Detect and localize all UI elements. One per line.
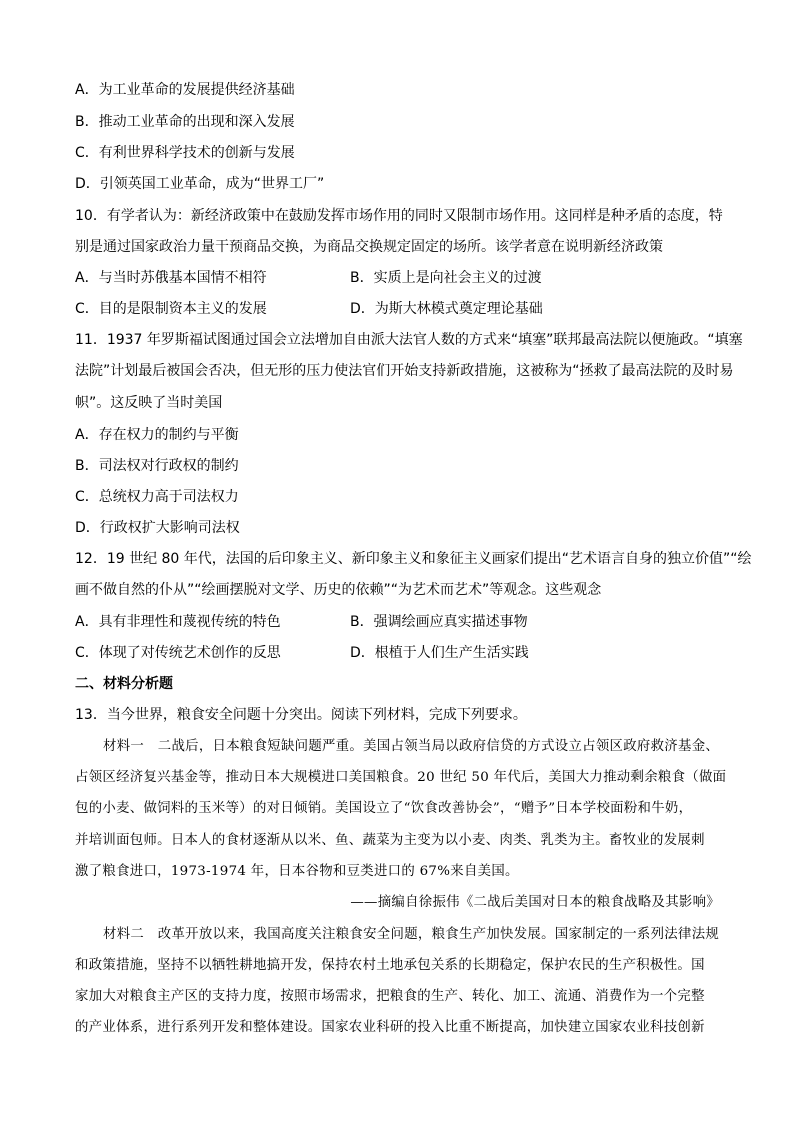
q10-stem-line: 10．有学者认为：新经济政策中在鼓励发挥市场作用的同时又限制市场作用。这同样是种矛盾的态度，特	[75, 208, 723, 224]
q10-option-d: D．为斯大林模式奠定理论基础	[350, 301, 543, 317]
q10-option-a: A．与当时苏俄基本国情不相符	[75, 270, 267, 286]
material1-line: 激了粮食进口，1973-1974 年，日本谷物和豆类进口的 67%来自美国。	[75, 864, 519, 879]
q9-option-b: B．推动工业革命的出现和深入发展	[75, 114, 295, 130]
section-heading: 二、材料分析题	[75, 676, 173, 692]
material1-source: ——摘编自徐振伟《二战后美国对日本的粮食战略及其影响》	[350, 895, 720, 910]
q11-option-b: B．司法权对行政权的制约	[75, 458, 239, 474]
q11-stem-line: 法院”计划最后被国会否决，但无形的压力使法官们开始支持新政措施，这被称为“拯救了最高法院的及时易	[75, 363, 734, 379]
q9-option-c: C．有利世界科学技术的创新与发展	[75, 145, 295, 161]
q12-option-a: A．具有非理性和蔑视传统的特色	[75, 614, 281, 630]
q12-option-c: C．体现了对传统艺术创作的反思	[75, 645, 281, 661]
q11-stem-line: 帜”。这反映了当时美国	[75, 395, 223, 411]
material2-line: 的产业体系，进行系列开发和整体建设。国家农业科研的投入比重不断提高，加快建立国家农业科技创新	[75, 1020, 705, 1035]
q11-option-a: A．存在权力的制约与平衡	[75, 427, 239, 443]
material1-line: 包的小麦、做饲料的玉米等）的对日倾销。美国设立了“饮食改善协会”，“赠予”日本学校面粉和牛奶，	[75, 801, 693, 816]
material1-line: 占领区经济复兴基金等，推动日本大规模进口美国粮食。20 世纪 50 年代后，美国大力推动剩余粮食（做面	[75, 770, 727, 785]
q12-option-b: B．强调绘画应真实描述事物	[350, 614, 528, 630]
q12-stem-line: 12．19 世纪 80 年代，法国的后印象主义、新印象主义和象征主义画家们提出“艺术语言自身的独立价值”“绘	[75, 551, 752, 567]
material1-line: 材料一 二战后，日本粮食短缺问题严重。美国占领当局以政府信贷的方式设立占领区政府救济基金、	[103, 739, 720, 754]
material2-line: 和政策措施，坚持不以牺牲耕地搞开发，保持农村土地承包关系的长期稳定，保护农民的生产积极性。国	[75, 958, 705, 973]
q10-stem-line: 别是通过国家政治力量干预商品交换，为商品交换规定固定的场所。该学者意在说明新经济政策	[75, 239, 663, 255]
material1-line: 并培训面包师。日本人的食材逐渐从以米、鱼、蔬菜为主变为以小麦、肉类、乳类为主。畜牧业的发展刺	[75, 833, 705, 848]
q9-option-d: D．引领英国工业革命，成为“世界工厂”	[75, 176, 325, 192]
q11-option-c: C．总统权力高于司法权力	[75, 489, 239, 505]
q10-option-b: B．实质上是向社会主义的过渡	[350, 270, 542, 286]
q12-stem-line: 画不做自然的仆从”“绘画摆脱对文学、历史的依赖”“为艺术而艺术”等观念。这些观念	[75, 582, 602, 598]
material2-line: 材料二 改革开放以来，我国高度关注粮食安全问题，粮食生产加快发展。国家制定的一系列法律法规	[103, 927, 720, 942]
q13-stem: 13．当今世界，粮食安全问题十分突出。阅读下列材料，完成下列要求。	[75, 707, 527, 723]
q9-option-a: A．为工业革命的发展提供经济基础	[75, 82, 295, 98]
q11-stem-line: 11．1937 年罗斯福试图通过国会立法增加自由派大法官人数的方式来“填塞”联邦最高法院以便施政。“填塞	[75, 332, 743, 348]
material2-line: 家加大对粮食主产区的支持力度，按照市场需求，把粮食的生产、转化、加工、流通、消费作为一个完整	[75, 989, 705, 1004]
q12-option-d: D．根植于人们生产生活实践	[350, 645, 529, 661]
q11-option-d: D．行政权扩大影响司法权	[75, 520, 240, 536]
q10-option-c: C．目的是限制资本主义的发展	[75, 301, 267, 317]
